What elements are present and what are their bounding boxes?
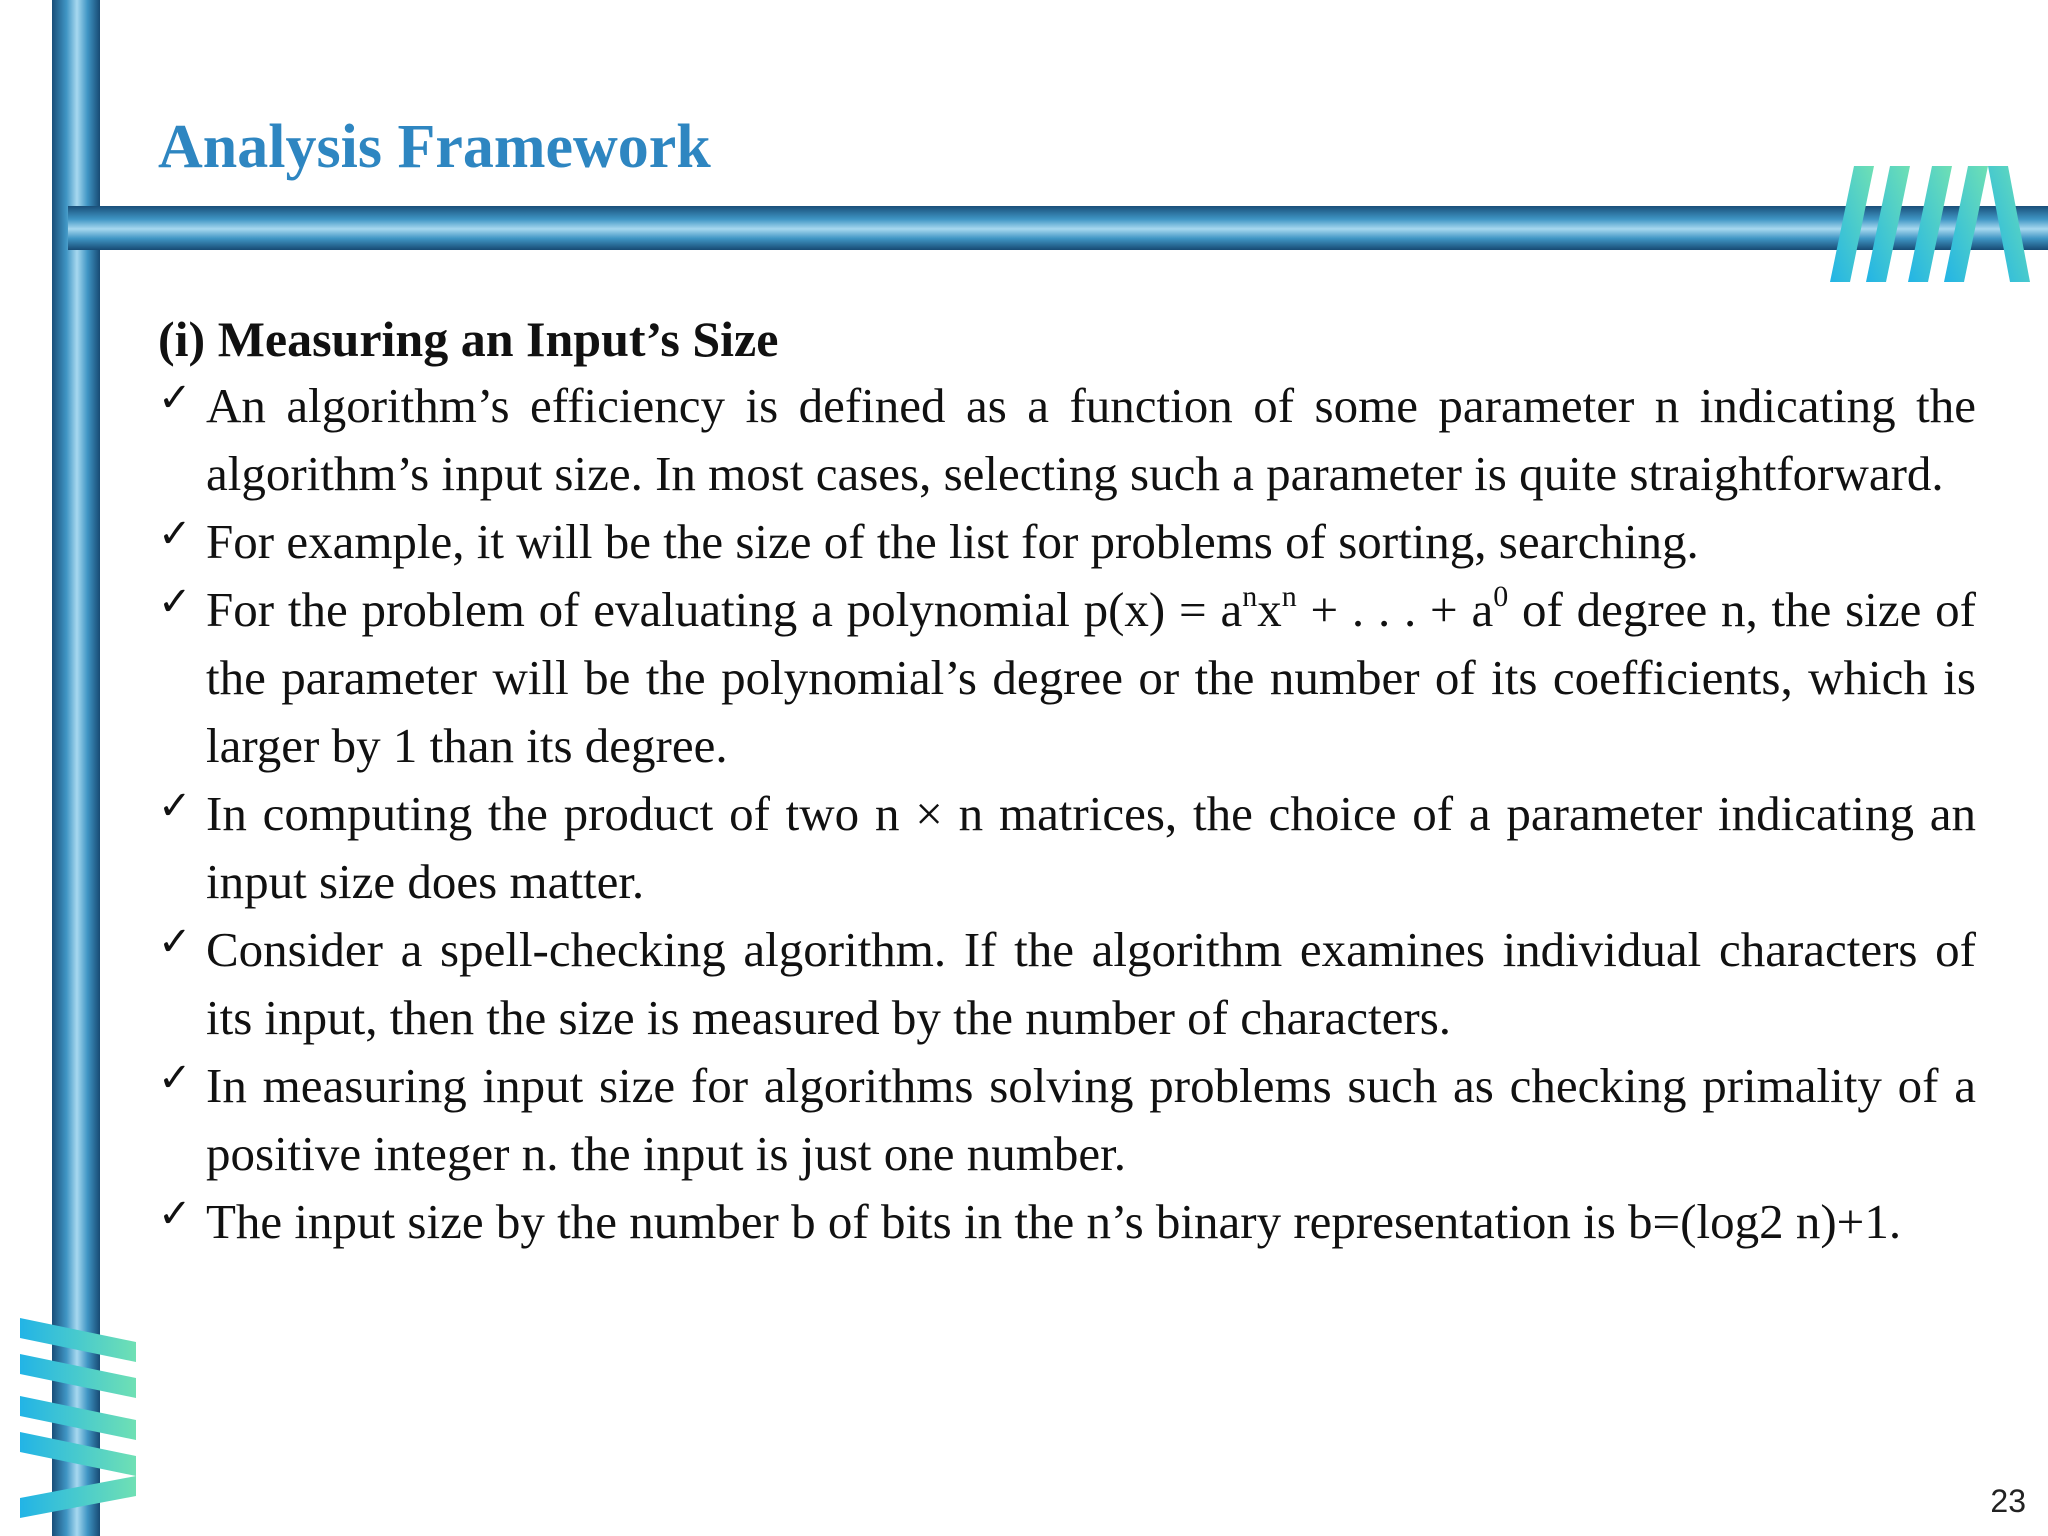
list-item [158,1188,1976,1256]
check-icon: ✓ [158,375,192,421]
slide-title: Analysis Framework [158,113,711,181]
bullet-list [158,372,1976,1256]
section-heading: (i) Measuring an Input’s Size [158,311,779,367]
page-number: 23 [1990,1483,2026,1519]
bullet-text [206,582,1976,773]
stripes-logo-bottom-icon [14,1318,140,1518]
check-icon: ✓ [158,511,192,557]
superscript: n [1281,580,1297,613]
bullet-text-part: of degree n, the size of the parameter will be the polynomial’s degree or the number of its coefficients, which is larger by 1 than its degree. [206,582,1976,773]
stripes-logo-icon [1830,160,2030,286]
list-item [158,576,1976,780]
check-icon: ✓ [158,579,192,625]
bullet-text-part: x [1257,582,1282,637]
list-item [158,780,1976,916]
list-item [158,1052,1976,1188]
bullet-text: An algorithm’s efficiency is defined as a function of some parameter n indicating the algorithm’s input size. In most cases, selecting such a parameter is quite straightforward. [206,378,1976,501]
check-icon: ✓ [158,919,192,965]
check-icon: ✓ [158,1191,192,1237]
slide-content [158,306,1976,1256]
bullet-text: In measuring input size for algorithms solving problems such as checking primality of a positive integer n. the input is just one number. [206,1058,1976,1181]
bullet-text: In computing the product of two n × n matrices, the choice of a parameter indicating an input size does matter. [206,786,1976,909]
list-item [158,372,1976,508]
bullet-text: The input size by the number b of bits in the n’s binary representation is b=(log2 n)+1. [206,1194,1902,1249]
check-icon: ✓ [158,1055,192,1101]
title-underline-bar [68,206,2048,250]
bullet-text-part: For the problem of evaluating a polynomial p(x) = a [206,582,1243,637]
bullet-text: For example, it will be the size of the list for problems of sorting, searching. [206,514,1699,569]
list-item [158,508,1976,576]
superscript: 0 [1493,580,1509,613]
superscript: n [1242,580,1258,613]
list-item [158,916,1976,1052]
bullet-text: Consider a spell-checking algorithm. If the algorithm examines individual characters of its input, then the size is measured by the number of characters. [206,922,1976,1045]
bullet-text-part: + . . . + a [1296,582,1494,637]
check-icon: ✓ [158,783,192,829]
